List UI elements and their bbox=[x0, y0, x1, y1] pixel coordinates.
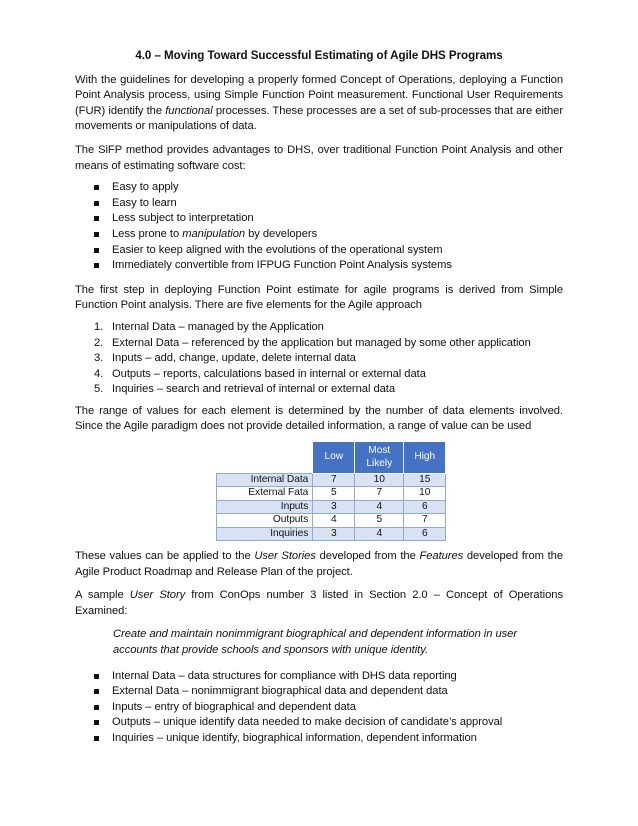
square-bullet-icon bbox=[94, 736, 99, 741]
advantages-list bbox=[75, 180, 563, 274]
list-item: 5. Inquiries – search and retrieval of internal or external data bbox=[94, 383, 396, 396]
table-row: Internal Data 7 10 15 bbox=[216, 474, 446, 487]
sample-story-paragraph: A sample User Story from ConOps number 3 listed in Section 2.0 – Concept of Operations Examined: bbox=[75, 589, 563, 617]
list-item: Easier to keep aligned with the evolutions of the operational system bbox=[94, 243, 563, 259]
elements-list bbox=[75, 320, 563, 398]
user-story-quote: Create and maintain nonimmigrant biographical and dependent information in user accounts that provide schools and sponsors with unique identity. bbox=[113, 628, 518, 657]
list-item: Internal Data – data structures for compliance with DHS data reporting bbox=[94, 669, 563, 685]
range-paragraph: The range of values for each element is determined by the number of data elements involved. Since the Agile paradigm does not provide detailed information, a range of value can be used bbox=[75, 404, 563, 433]
square-bullet-icon bbox=[94, 232, 99, 237]
section-title: 4.0 – Moving Toward Successful Estimating of Agile DHS Programs bbox=[135, 49, 503, 62]
table-header-row bbox=[216, 442, 446, 474]
list-item: 4. Outputs – reports, calculations based in internal or external data bbox=[94, 367, 426, 380]
list-item: Easy to learn bbox=[94, 196, 563, 212]
square-bullet-icon bbox=[94, 248, 99, 253]
values-table-container bbox=[75, 441, 563, 541]
list-item: Inputs – entry of biographical and dependent data bbox=[94, 700, 563, 716]
header-low: Low bbox=[313, 442, 355, 474]
header-most-likely: Most Likely bbox=[355, 442, 404, 474]
list-item: 2. External Data – referenced by the application but managed by some other application bbox=[94, 336, 531, 349]
square-bullet-icon bbox=[94, 185, 99, 190]
list-item: Less prone to manipulation by developers bbox=[94, 227, 563, 243]
table-row: Inquiries 3 4 6 bbox=[216, 527, 446, 540]
story-elements-list bbox=[75, 669, 563, 747]
functional-emphasis: functional bbox=[165, 104, 213, 117]
square-bullet-icon bbox=[94, 689, 99, 694]
list-item: 1. Internal Data – managed by the Application bbox=[94, 320, 324, 333]
first-step-paragraph: The first step in deploying Function Point estimate for agile programs is derived from Simple Function Point analysis. There are five elements for the Agile approach bbox=[75, 283, 563, 312]
list-item: 3. Inputs – add, change, update, delete internal data bbox=[94, 352, 356, 365]
square-bullet-icon bbox=[94, 674, 99, 679]
square-bullet-icon bbox=[94, 216, 99, 221]
square-bullet-icon bbox=[94, 263, 99, 268]
table-row: Outputs 4 5 7 bbox=[216, 514, 446, 527]
square-bullet-icon bbox=[94, 201, 99, 206]
list-item: Inquiries – unique identify, biographical information, dependent information bbox=[94, 731, 563, 747]
intro-paragraph: With the guidelines for developing a properly formed Concept of Operations, deploying a Function Point Analysis process, using Simple Function Point measurement. Functional User Requirements (FUR) identify the functional processes. These processes are a set of sub-processes that are either movements or manipulations of data. bbox=[75, 73, 563, 133]
list-item: Outputs – unique identify data needed to make decision of candidate’s approval bbox=[94, 715, 563, 731]
list-item: Less subject to interpretation bbox=[94, 211, 563, 227]
list-item: Immediately convertible from IFPUG Function Point Analysis systems bbox=[94, 258, 563, 274]
square-bullet-icon bbox=[94, 705, 99, 710]
list-item: Easy to apply bbox=[94, 180, 563, 196]
table-row: Inputs 3 4 6 bbox=[216, 500, 446, 513]
user-stories-paragraph: These values can be applied to the User Stories developed from the Features developed from the Agile Product Roadmap and Release Plan of the project. bbox=[75, 550, 564, 578]
table-row: External Fata 5 7 10 bbox=[216, 487, 446, 500]
document-page bbox=[75, 48, 563, 756]
list-item: External Data – nonimmigrant biographical data and dependent data bbox=[94, 684, 563, 700]
values-table bbox=[216, 441, 447, 541]
table-corner-cell bbox=[216, 442, 313, 474]
square-bullet-icon bbox=[94, 720, 99, 725]
sifp-paragraph: The SiFP method provides advantages to DHS, over traditional Function Point Analysis and other means of estimating software cost: bbox=[75, 143, 563, 172]
header-high: High bbox=[404, 442, 446, 474]
